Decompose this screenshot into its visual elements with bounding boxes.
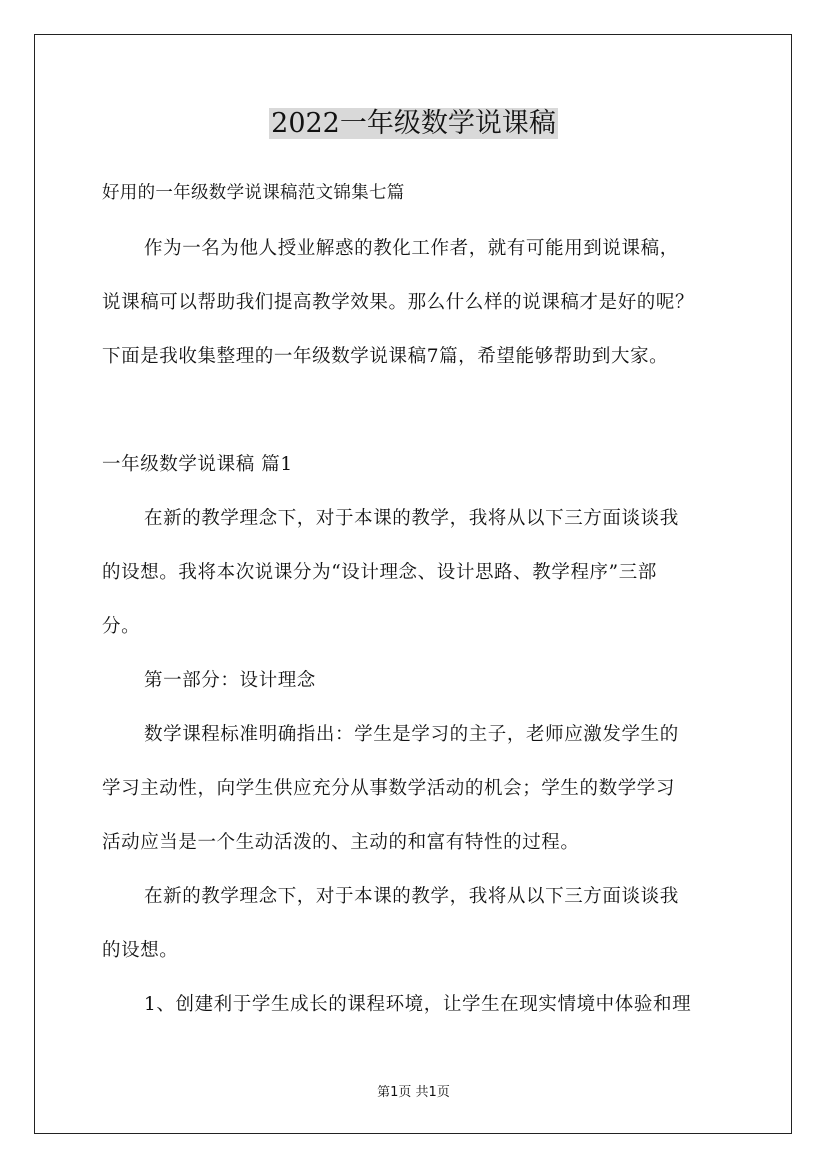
paragraph-line: 的设想。 bbox=[102, 940, 179, 961]
document-title-text: 2022一年级数学说课稿 bbox=[271, 108, 556, 139]
paragraph-line: 在新的教学理念下，对于本课的教学，我将从以下三方面谈谈我 bbox=[144, 508, 679, 529]
paragraph-line: 学习主动性，向学生供应充分从事数学活动的机会；学生的数学学习 bbox=[102, 778, 676, 799]
paragraph-line: 说课稿可以帮助我们提高教学效果。那么什么样的说课稿才是好的呢？ bbox=[102, 292, 695, 313]
paragraph-line: 作为一名为他人授业解惑的教化工作者，就有可能用到说课稿， bbox=[144, 238, 679, 259]
paragraph-line: 数学课程标准明确指出：学生是学习的主子，老师应激发学生的 bbox=[144, 724, 679, 745]
paragraph-line: 在新的教学理念下，对于本课的教学，我将从以下三方面谈谈我 bbox=[144, 886, 679, 907]
section-heading: 一年级数学说课稿 篇1 bbox=[102, 454, 293, 475]
paragraph-line: 下面是我收集整理的一年级数学说课稿7篇，希望能够帮助到大家。 bbox=[102, 346, 669, 367]
paragraph-line: 1、创建利于学生成长的课程环境，让学生在现实情境中体验和理 bbox=[144, 994, 692, 1015]
paragraph-line: 分。 bbox=[102, 616, 141, 637]
subsection-heading: 第一部分：设计理念 bbox=[144, 670, 316, 691]
document-subtitle: 好用的一年级数学说课稿范文锦集七篇 bbox=[102, 183, 405, 203]
paragraph-line: 的设想。我将本次说课分为“设计理念、设计思路、教学程序”三部 bbox=[102, 562, 657, 583]
document-title bbox=[0, 102, 827, 146]
paragraph-line: 活动应当是一个生动活泼的、主动的和富有特性的过程。 bbox=[102, 832, 580, 853]
page-footer: 第1页 共1页 bbox=[377, 1085, 450, 1100]
